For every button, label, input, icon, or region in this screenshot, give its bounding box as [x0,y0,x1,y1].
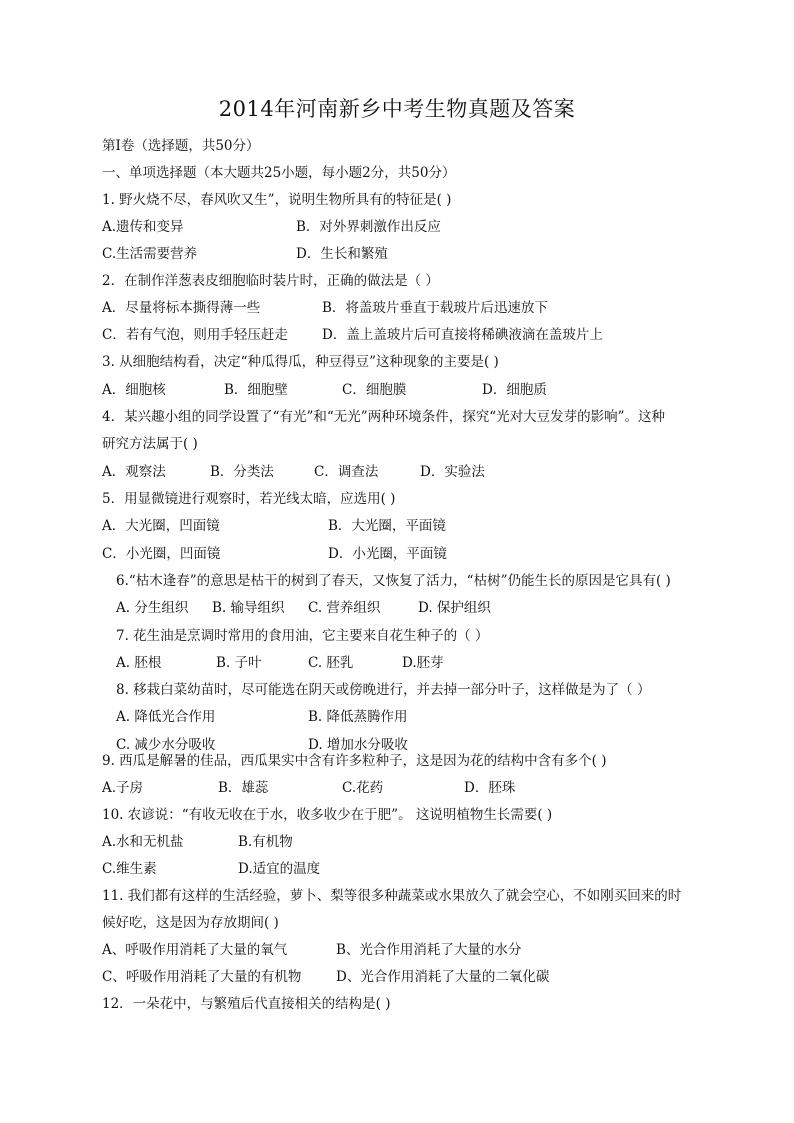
option-c: C、呼吸作用消耗了大量的有机物 [102,969,302,985]
option-d: D、光合作用消耗了大量的二氧化碳 [336,969,550,985]
question-4-stem-cont: 研究方法属于( ) [102,436,198,452]
question-4-stem: 4．某兴趣小组的同学设置了“有光”和“无光”两种环境条件，探究“光对大豆发芽的影响”。这种 [102,409,665,425]
option-b: B．将盖玻片垂直于载玻片后迅速放下 [322,300,548,316]
question-11-stem: 11. 我们都有这样的生活经验，萝卜、梨等很多种蔬菜或水果放久了就会空心，不如刚买回来的时 [102,888,682,904]
question-10-options-row-2 [102,860,702,878]
question-7-stem: 7. 花生油是烹调时常用的食用油，它主要来自花生种子的（ ） [116,628,489,644]
option-a: A. 胚根 [116,655,162,671]
option-c: C. 减少水分吸收 [116,737,216,753]
question-10-stem: 10. 农谚说：“有收无收在于水，收多收少在于肥”。 这说明植物生长需要( ) [102,807,553,823]
option-c: C．调查法 [314,464,379,480]
question-7-options [116,654,716,672]
question-6-options [116,599,716,617]
option-d: D．盖上盖玻片后可直接将稀碘液滴在盖玻片上 [322,327,603,343]
option-d: D．胚珠 [464,780,516,796]
question-1-stem: 1. 野火烧不尽，春风吹又生”，说明生物所具有的特征是( ) [102,192,452,208]
question-3-options [102,381,702,399]
option-a: A. 降低光合作用 [116,709,216,725]
option-a: A．细胞核 [102,382,166,398]
question-3-stem: 3. 从细胞结构看，决定“种瓜得瓜，种豆得豆”这种现象的主要是( ) [102,354,499,370]
option-b: B. 降低蒸腾作用 [308,709,408,725]
page-title: 2014年河南新乡中考生物真题及答案 [218,97,576,121]
question-2-stem: 2．在制作洋葱表皮细胞临时装片时，正确的做法是（ ） [102,273,439,289]
question-2-options-row-2 [102,326,702,344]
option-d: D．实验法 [420,464,485,480]
option-a: A.子房 [102,780,144,796]
option-a: A.遗传和变异 [102,219,184,235]
question-5-options-row-2 [102,545,702,563]
option-b: B、光合作用消耗了大量的水分 [336,942,522,958]
question-1-options-row-2 [102,245,702,263]
option-a: A．观察法 [102,464,166,480]
option-c: C.维生素 [102,861,157,877]
question-9-options [102,779,702,797]
question-12-stem: 12．一朵花中，与繁殖后代直接相关的结构是( ) [102,996,391,1012]
question-6-stem: 6.“枯木逢春”的意思是枯干的树到了春天，又恢复了活力，“枯树”仍能生长的原因是它具有( ) [116,573,671,589]
option-a: A.水和无机盐 [102,834,184,850]
option-d: D. 保护组织 [418,600,491,616]
section-heading: 第Ⅰ卷（选择题，共50分） [102,138,260,154]
option-d: D．细胞质 [482,382,547,398]
option-a: A. 分生组织 [116,600,189,616]
question-8-stem: 8. 移栽白菜幼苗时，尽可能选在阴天或傍晚进行，并去掉一部分叶子，这样做是为了（ ） [116,682,651,698]
question-1-options-row-1 [102,218,702,236]
question-11-stem-cont: 候好吃，这是因为存放期间( ) [102,915,279,931]
option-c: C. 胚乳 [308,655,354,671]
option-b: B．分类法 [210,464,274,480]
option-c: C.生活需要营养 [102,246,198,262]
question-9-stem: 9. 西瓜是解暑的佳品，西瓜果实中含有许多粒种子，这是因为花的结构中含有多个( ) [102,753,607,769]
question-10-options-row-1 [102,833,702,851]
question-8-options-row-1 [116,708,716,726]
part-heading: 一、单项选择题（本大题共25小题，每小题2分，共50分） [102,165,456,181]
question-11-options-row-1 [102,941,702,959]
option-b: B. 子叶 [216,655,262,671]
option-c: C．若有气泡，则用手轻压赶走 [102,327,288,343]
option-a: A、呼吸作用消耗了大量的氧气 [102,942,288,958]
option-b: B．对外界刺激作出反应 [296,219,441,235]
option-c: C.花药 [342,780,384,796]
option-b: B．细胞壁 [224,382,288,398]
option-d: D．小光圈，平面镜 [328,546,447,562]
option-d: D．生长和繁殖 [296,246,388,262]
option-a: A．大光圈，凹面镜 [102,518,220,534]
option-d: D. 增加水分吸收 [308,737,408,753]
question-2-options-row-1 [102,299,702,317]
question-11-options-row-2 [102,968,702,986]
question-5-options-row-1 [102,517,702,535]
question-4-options [102,463,702,481]
option-d: D.胚芽 [402,655,444,671]
option-c: C. 营养组织 [308,600,381,616]
question-5-stem: 5．用显微镜进行观察时，若光线太暗，应选用( ) [102,491,396,507]
option-a: A．尽量将标本撕得薄一些 [102,300,261,316]
option-b: B.有机物 [238,834,293,850]
option-b: B．大光圈，平面镜 [328,518,446,534]
option-c: C．细胞膜 [342,382,407,398]
option-b: B. 输导组织 [212,600,285,616]
option-b: B．雄蕊 [218,780,269,796]
option-d: D.适宜的温度 [238,861,321,877]
option-c: C．小光圈，凹面镜 [102,546,221,562]
